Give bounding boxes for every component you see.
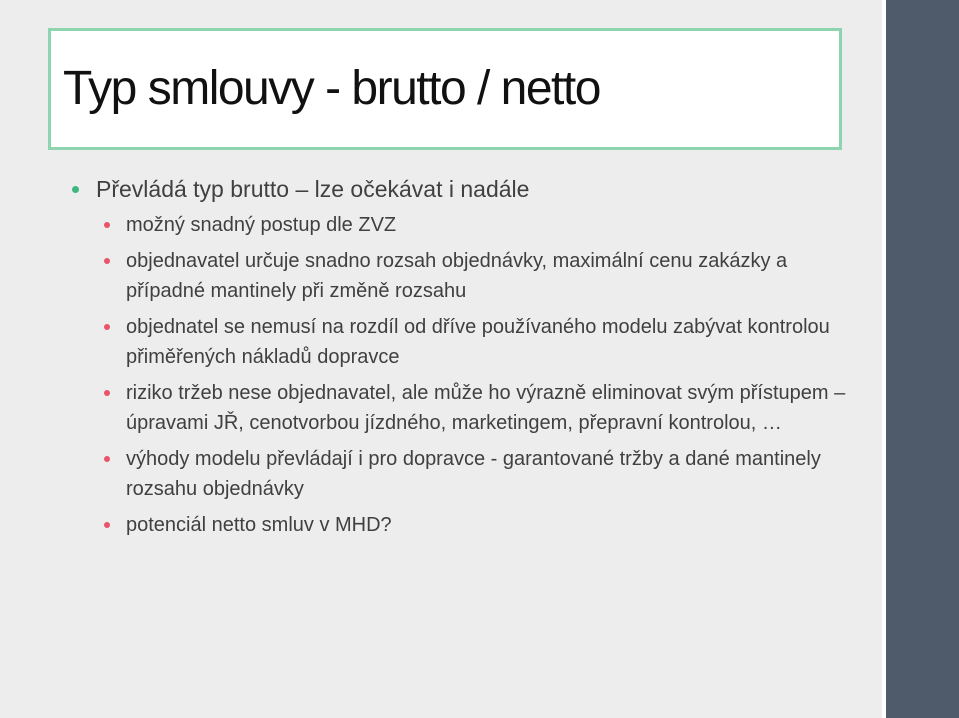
bullet-dot-icon (72, 186, 79, 193)
bullet-dot-icon (104, 324, 110, 330)
side-band (886, 0, 959, 718)
main-bullet (70, 174, 870, 204)
sub-bullet-text: riziko tržeb nese objednavatel, ale může ho výrazně eliminovat svým přístupem – úpravami JŘ, cenotvorbou jízdného, marketingem, přepravní kontrolou, … (126, 382, 846, 434)
slide-content (70, 174, 870, 546)
bullet-dot-icon (104, 456, 110, 462)
sub-bullet-text: potenciál netto smluv v MHD? (126, 514, 392, 536)
bullet-dot-icon (104, 258, 110, 264)
sub-bullet-text: objednatel se nemusí na rozdíl od dříve používaného modelu zabývat kontrolou přiměřených nákladů dopravce (126, 316, 830, 368)
sub-bullet (126, 312, 870, 372)
sub-bullet (126, 210, 870, 240)
main-bullet-text: Převládá typ brutto – lze očekávat i nadále (96, 176, 530, 202)
bullet-dot-icon (104, 522, 110, 528)
sub-bullet (126, 246, 870, 306)
sub-bullet-text: možný snadný postup dle ZVZ (126, 214, 397, 236)
sub-bullet-text: objednavatel určuje snadno rozsah objednávky, maximální cenu zakázky a případné mantinely při změně rozsahu (126, 250, 788, 302)
slide-title: Typ smlouvy - brutto / netto (63, 62, 600, 115)
sub-bullet (126, 378, 870, 438)
bullet-dot-icon (104, 390, 110, 396)
sub-bullet (126, 444, 870, 504)
sub-bullet (126, 510, 870, 540)
sub-bullet-text: výhody modelu převládají i pro dopravce - garantované tržby a dané mantinely rozsahu objednávky (126, 448, 821, 500)
bullet-dot-icon (104, 222, 110, 228)
title-box (48, 28, 842, 150)
